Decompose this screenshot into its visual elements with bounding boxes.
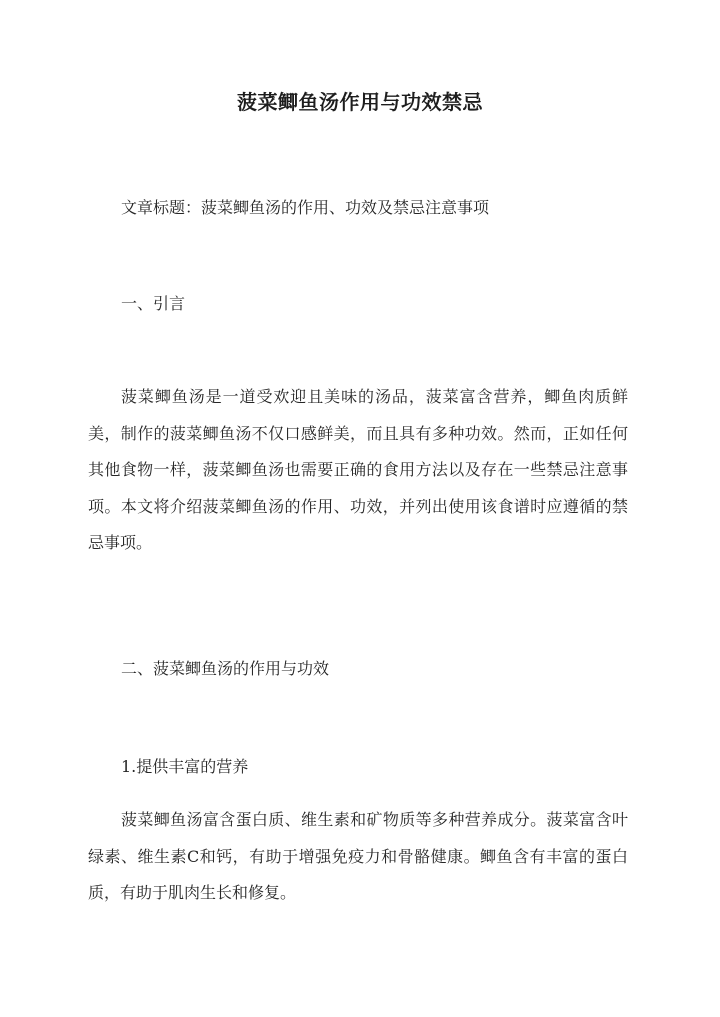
document-title: 菠菜鲫鱼汤作用与功效禁忌 [237, 90, 483, 114]
section-heading-effects: 二、菠菜鲫鱼汤的作用与功效 [121, 659, 330, 678]
intro-paragraph: 菠菜鲫鱼汤是一道受欢迎且美味的汤品，菠菜富含营养，鲫鱼肉质鲜美，制作的菠菜鲫鱼汤不仅口感鲜美，而且具有多种功效。然而，正如任何其他食物一样，菠菜鲫鱼汤也需要正确的食用方法以及存在一些禁忌注意事项。本文将介绍菠菜鲫鱼汤的作用、功效，并列出使用该食谱时应遵循的禁忌事项。 [88, 387, 628, 552]
article-title: 文章标题：菠菜鲫鱼汤的作用、功效及禁忌注意事项 [121, 198, 490, 217]
section-heading-introduction: 一、引言 [121, 294, 186, 313]
nutrition-paragraph: 菠菜鲫鱼汤富含蛋白质、维生素和矿物质等多种营养成分。菠菜富含叶绿素、维生素C和钙，有助于增强免疫力和骨骼健康。鲫鱼含有丰富的蛋白质，有助于肌肉生长和修复。 [88, 810, 628, 902]
subsection-heading-nutrition: 1.提供丰富的营养 [121, 757, 249, 776]
